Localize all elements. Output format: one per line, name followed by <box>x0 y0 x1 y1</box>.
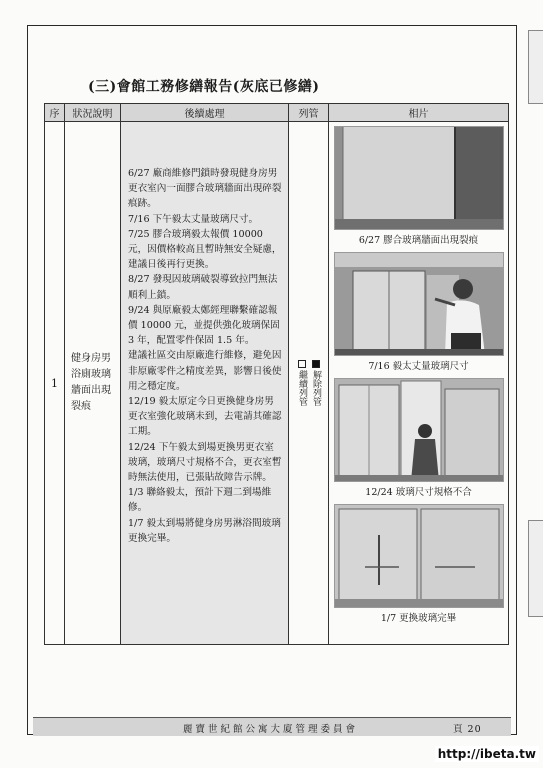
header-status: 狀況說明 <box>65 104 121 122</box>
photo-caption: 6/27 膠合玻璃牆面出現裂痕 <box>358 235 479 246</box>
binder-tab-decoration <box>528 30 543 104</box>
photo-caption: 12/24 玻璃尺寸規格不合 <box>365 487 472 498</box>
row-follow-up <box>121 122 289 645</box>
release-label: 解除列管 <box>311 370 321 406</box>
follow-up-entry: 8/27 發現因玻璃破裂導致拉門無法順利上鎖。 <box>128 274 278 301</box>
photo-caption: 7/16 毅太丈量玻璃尺寸 <box>368 361 469 372</box>
continue-label: 繼續列管 <box>297 370 307 406</box>
follow-up-entry: 7/25 膠合玻璃毅太報價 10000元，因價格較高且暫時無安全疑慮，建議日後再行更換。 <box>128 228 282 271</box>
follow-up-entry: 7/16 下午毅太丈量玻璃尺寸。 <box>128 213 259 225</box>
follow-up-entry: 12/24 下午毅太到場更換男更衣室玻璃，玻璃尺寸規格不合，更衣室暫時無法使用，已張貼故障告示牌。 <box>128 441 282 484</box>
release-checkbox[interactable] <box>312 360 320 368</box>
repair-report-table <box>44 103 509 645</box>
follow-up-entry: 1/7 毅太到場將健身房男淋浴間玻璃更換完畢。 <box>128 517 281 544</box>
header-follow-up: 後續處理 <box>121 104 289 122</box>
row-status: 健身房男浴廁玻璃牆面出現裂痕 <box>65 122 121 645</box>
watermark: http://ibeta.tw <box>435 746 539 762</box>
assign-continue <box>296 360 307 406</box>
photo-measuring-glass <box>334 252 504 356</box>
header-assign: 列管 <box>289 104 329 122</box>
follow-up-entry: 9/24 與原廠毅太鄭經理聯繫確認報價 10000 元，並提供強化玻璃保固 3 年，配置零件保固 1.5 年。 <box>128 304 280 347</box>
table-header-row <box>45 104 509 122</box>
assign-release <box>310 360 321 406</box>
photo-size-mismatch <box>334 378 504 482</box>
table-row <box>45 122 509 645</box>
photo-block <box>334 126 503 252</box>
section-title: (三)會館工務修繕報告(灰底已修繕) <box>88 79 320 95</box>
header-photos: 相片 <box>329 104 509 122</box>
photo-caption: 1/7 更換玻璃完畢 <box>380 613 457 624</box>
page-number: 頁 20 <box>453 724 482 735</box>
binder-tab-decoration <box>528 520 543 617</box>
photo-block <box>334 252 503 378</box>
photo-cracked-glass <box>334 126 504 230</box>
continue-checkbox[interactable] <box>298 360 306 368</box>
photo-block <box>334 378 503 504</box>
row-assign <box>289 122 329 645</box>
follow-up-entry: 6/27 廠商維修門鎖時發現健身房男更衣室內一面膠合玻璃牆面出現碎裂痕跡。 <box>128 168 282 210</box>
photo-block <box>334 504 503 630</box>
follow-up-entry: 12/19 毅太原定今日更換健身房男更衣室強化玻璃未到，去電請其確認工期。 <box>128 396 282 438</box>
photo-replacement-done <box>334 504 504 608</box>
follow-up-entry: 1/3 聯絡毅太，預計下週二到場維修。 <box>128 487 272 514</box>
row-photos <box>329 122 509 645</box>
footer-organization: 麗寶世紀館公寓大廈管理委員會 <box>183 724 359 735</box>
page-footer <box>33 717 511 736</box>
row-seq: 1 <box>45 122 65 645</box>
header-seq: 序 <box>45 104 65 122</box>
follow-up-entry: 建議社區交由原廠進行維修，避免因非原廠零件之精度差異，影響日後使用之穩定度。 <box>128 350 282 392</box>
